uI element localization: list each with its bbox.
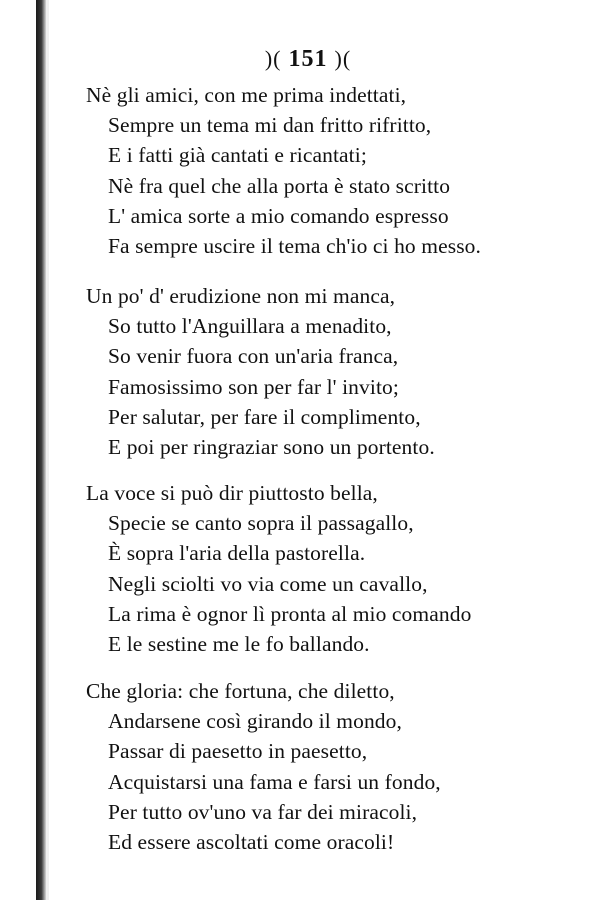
verse-line: Nè fra quel che alla porta è stato scritto — [108, 173, 451, 198]
verse-line: La voce si può dir piuttosto bella, — [86, 481, 378, 505]
verse-line: Passar di paesetto in paesetto, — [108, 739, 368, 764]
verse-line: Che gloria: che fortuna, che diletto, — [86, 679, 395, 703]
verse-line: La rima è ognor lì pronta al mio comando — [108, 601, 472, 626]
verse-line: So tutto l'Anguillara a menadito, — [108, 314, 392, 339]
stanza-1 — [86, 80, 606, 261]
verse-line: E poi per ringraziar sono un portento. — [108, 435, 435, 460]
verse-line: Ed essere ascoltati come oracoli! — [108, 830, 395, 855]
verse-line: Un po' d' erudizione non mi manca, — [86, 284, 396, 308]
stanza-4 — [86, 676, 606, 857]
verse-line: Andarsene così girando il mondo, — [108, 709, 402, 734]
verse-line: L' amica sorte a mio comando espresso — [108, 203, 449, 228]
verse-line: Per salutar, per fare il complimento, — [108, 404, 421, 429]
verse-line: Fa sempre uscire il tema ch'io ci ho messo. — [108, 234, 481, 259]
page-number: 151 — [288, 46, 328, 72]
page-number-header — [0, 46, 616, 73]
verse-line: È sopra l'aria della pastorella. — [108, 541, 366, 566]
verse-line: E le sestine me le fo ballando. — [108, 632, 370, 657]
ornament-left: )( — [264, 46, 282, 71]
verse-line: So venir fuora con un'aria franca, — [108, 344, 399, 369]
verse-line: E i fatti già cantati e ricantati; — [108, 143, 367, 168]
verse-line: Famosissimo son per far l' invito; — [108, 374, 399, 399]
stanza-2 — [86, 281, 606, 462]
verse-line: Per tutto ov'uno va far dei miracoli, — [108, 799, 418, 824]
stanza-3 — [86, 478, 606, 659]
verse-line: Sempre un tema mi dan fritto rifritto, — [108, 113, 432, 138]
ornament-right: )( — [334, 46, 352, 71]
verse-line: Nè gli amici, con me prima indettati, — [86, 83, 407, 107]
book-binding-edge — [36, 0, 46, 900]
verse-line: Specie se canto sopra il passagallo, — [108, 511, 414, 536]
verse-line: Acquistarsi una fama e farsi un fondo, — [108, 769, 441, 794]
verse-line: Negli sciolti vo via come un cavallo, — [108, 571, 428, 596]
